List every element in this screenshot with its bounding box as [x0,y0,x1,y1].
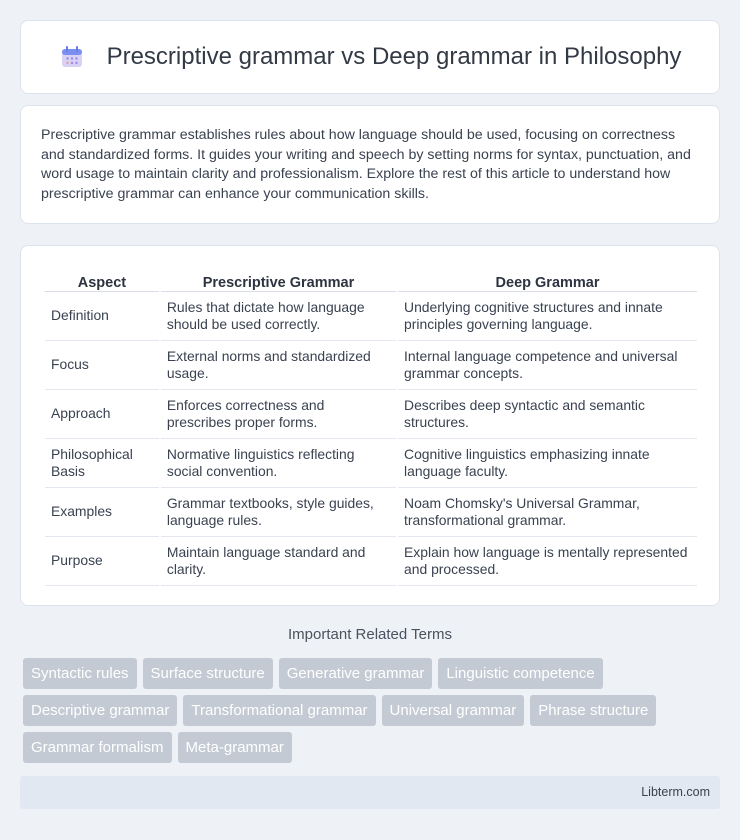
related-term-tag[interactable]: Generative grammar [279,658,433,689]
row-deep: Explain how language is mentally represented and processed. [398,537,697,586]
related-term-tag[interactable]: Transformational grammar [183,695,375,726]
row-aspect: Approach [45,390,159,439]
page-title: Prescriptive grammar vs Deep grammar in Philosophy [106,43,682,70]
related-terms-heading: Important Related Terms [288,626,452,643]
title-card [20,20,720,94]
comparison-table-card [20,245,720,606]
row-prescriptive: Rules that dictate how language should be used correctly. [161,292,396,341]
table-row [45,439,697,488]
calendar-icon [59,44,85,70]
row-aspect: Examples [45,488,159,537]
row-prescriptive: External norms and standardized usage. [161,341,396,390]
header-deep: Deep Grammar [398,268,697,292]
row-prescriptive: Maintain language standard and clarity. [161,537,396,586]
header-aspect: Aspect [45,268,159,292]
table-row [45,488,697,537]
related-term-tag[interactable]: Meta-grammar [178,732,292,763]
row-deep: Noam Chomsky's Universal Grammar, transformational grammar. [398,488,697,537]
footer [20,776,720,809]
related-term-tag[interactable]: Phrase structure [530,695,656,726]
row-prescriptive: Enforces correctness and prescribes proper forms. [161,390,396,439]
related-term-tag[interactable]: Universal grammar [382,695,525,726]
row-deep: Cognitive linguistics emphasizing innate language faculty. [398,439,697,488]
header-prescriptive: Prescriptive Grammar [161,268,396,292]
intro-card [20,105,720,224]
table-header-row [45,268,697,292]
row-prescriptive: Grammar textbooks, style guides, language rules. [161,488,396,537]
row-deep: Describes deep syntactic and semantic structures. [398,390,697,439]
row-deep: Internal language competence and universal grammar concepts. [398,341,697,390]
related-term-tag[interactable]: Surface structure [143,658,273,689]
comparison-table [43,268,699,586]
row-aspect: Focus [45,341,159,390]
row-aspect: Philosophical Basis [45,439,159,488]
table-row [45,390,697,439]
footer-site-link[interactable]: Libterm.com [641,785,710,799]
related-term-tag[interactable]: Grammar formalism [23,732,172,763]
table-row [45,341,697,390]
intro-paragraph: Prescriptive grammar establishes rules about how language should be used, focusing on correctness and standardized forms. It guides your writing and speech by setting norms for syntax, punctuation, and word usage to maintain clarity and professionalism. Explore the rest of this article to understand how prescriptive grammar can enhance your communication skills. [41,127,691,202]
table-row [45,537,697,586]
related-term-tag[interactable]: Descriptive grammar [23,695,177,726]
related-terms-list [23,658,723,769]
row-aspect: Definition [45,292,159,341]
related-term-tag[interactable]: Syntactic rules [23,658,137,689]
related-term-tag[interactable]: Linguistic competence [438,658,602,689]
row-deep: Underlying cognitive structures and innate principles governing language. [398,292,697,341]
table-row [45,292,697,341]
row-prescriptive: Normative linguistics reflecting social convention. [161,439,396,488]
row-aspect: Purpose [45,537,159,586]
